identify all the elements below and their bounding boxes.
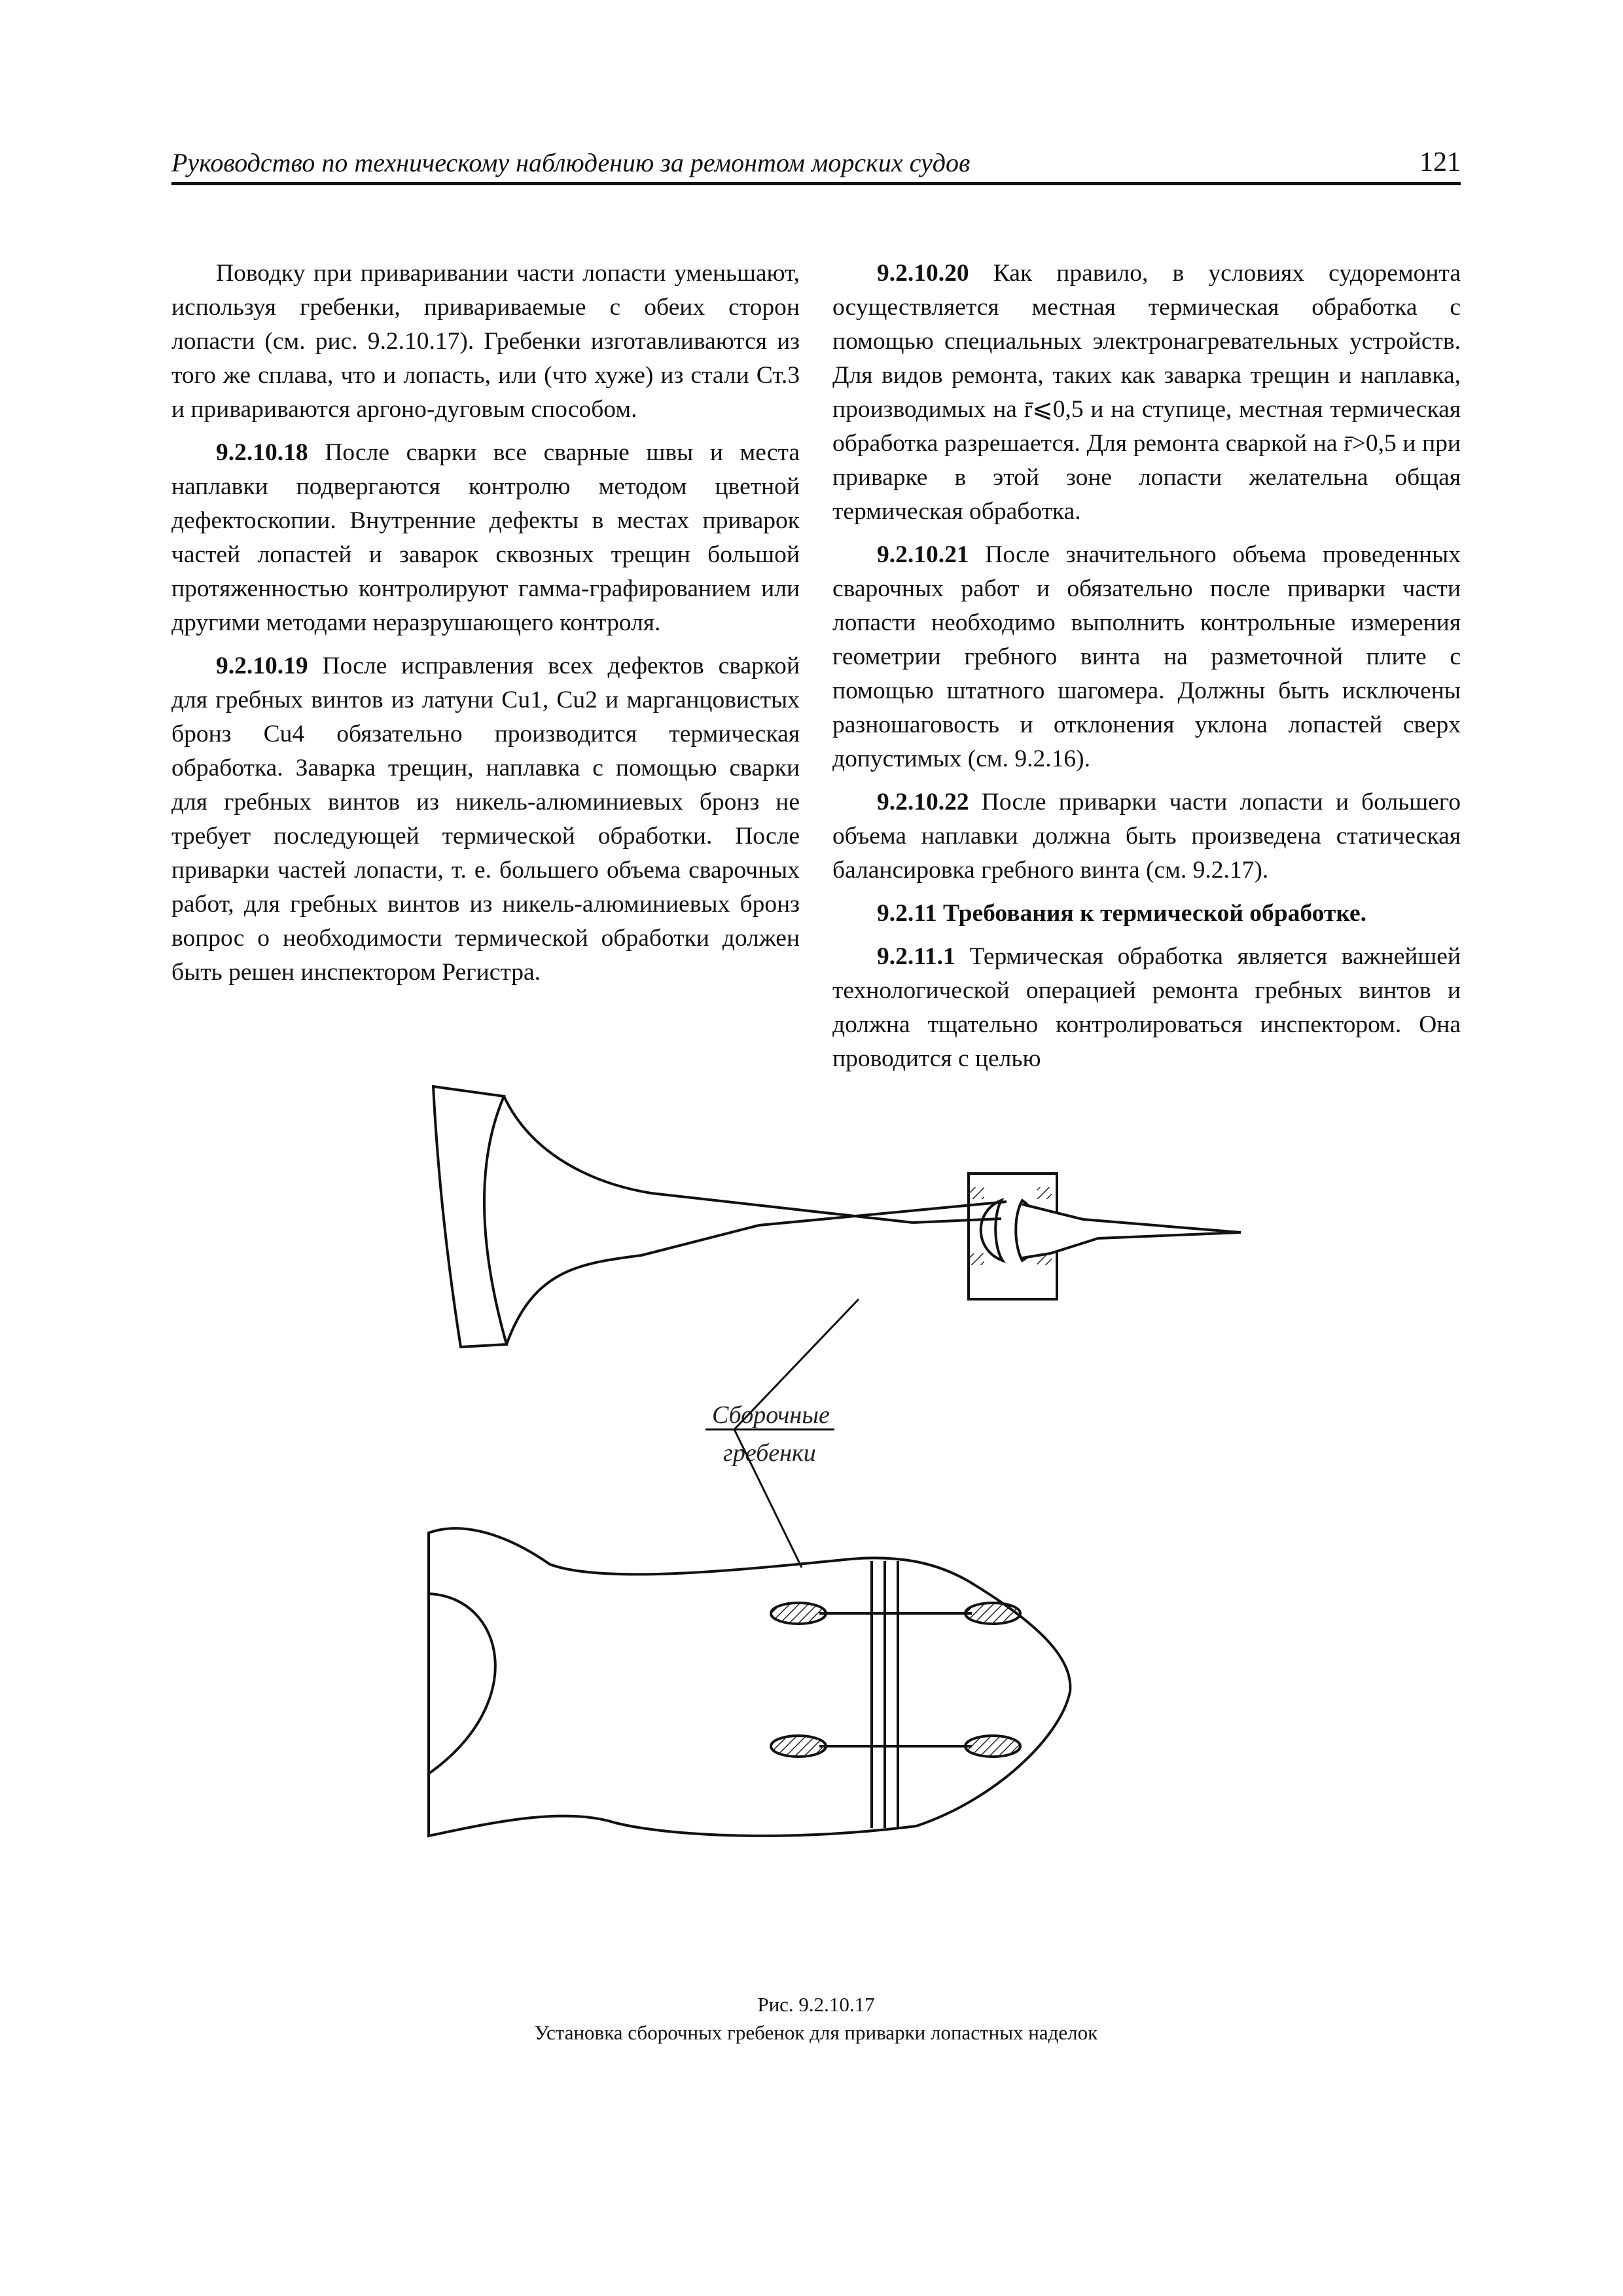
- paragraph-text: Термическая обработка является важнейшей технологической операцией ремонта гребных винтов и должна тщательно контролироваться инспектором. Она проводится с целью: [832, 943, 1461, 1072]
- label-line-2: гребенки: [723, 1439, 816, 1467]
- paragraph: [832, 785, 1461, 888]
- heading-text: 9.2.11 Требования к термической обработке.: [877, 900, 1367, 927]
- section-number: 9.2.10.20: [877, 260, 969, 287]
- section-number: 9.2.10.21: [877, 541, 969, 568]
- section-number: 9.2.10.18: [216, 439, 308, 466]
- left-column: [171, 257, 800, 999]
- section-number: 9.2.10.19: [216, 653, 308, 679]
- paragraph: [171, 257, 800, 427]
- paragraph: [171, 436, 800, 640]
- blade-side-view: [433, 1086, 1241, 1347]
- blade-tip-segment: [1022, 1204, 1241, 1258]
- figure-caption-number: Рис. 9.2.10.17: [757, 1993, 875, 2016]
- comb-pad-upper-left: [771, 1603, 826, 1624]
- blade-lower-edge: [507, 1225, 759, 1344]
- section-number: 9.2.10.22: [877, 789, 969, 816]
- paragraph-text: Как правило, в условиях судоремонта осуществляется местная термическая обработка с помощью специальных электронагревательных устройств. Для видов ремонта, таких как заварка трещин и наплавка, производимых на r̄⩽0,5 и на ступице, местная термическая обработка разрешается. Для ремонта сваркой на r̄>0,5 и при приварке в этой зоне лопасти желательна общая термическая обработка.: [832, 260, 1461, 525]
- hub-arc: [429, 1594, 495, 1774]
- comb-pad-upper-right: [965, 1603, 1020, 1624]
- page-number: 121: [1419, 147, 1461, 177]
- hub-outline: [433, 1086, 507, 1347]
- comb-hatch-top-right: [1037, 1187, 1052, 1199]
- section-heading: [832, 897, 1461, 931]
- comb-hatch-top-left: [970, 1187, 984, 1199]
- running-header: [171, 139, 1461, 185]
- header-title: Руководство по техническому наблюдению за ремонтом морских судов: [171, 148, 971, 177]
- paragraph: [171, 649, 800, 990]
- paragraph-text: После сварки все сварные швы и места наплавки подвергаются контролю методом цветной дефектоскопии. Внутренние дефекты в местах приварок частей лопастей и заварок сквозных трещин большой протяженностью контролируют гамма-графированием или другими методами неразрушающего контроля.: [171, 439, 800, 636]
- blade-upper-edge: [504, 1096, 913, 1223]
- paragraph-text: После значительного объема проведенных сварочных работ и обязательно после приварки части лопасти необходимо выполнить контрольные измерения геометрии гребного винта на разметочной плите с помощью штатного шагомера. Должны быть исключены разношаговость и отклонения уклона лопастей сверх допустимых (см. 9.2.16).: [832, 541, 1461, 772]
- paragraph: [832, 257, 1461, 529]
- blade-plan-view: [429, 1528, 1070, 1836]
- paragraph-text: После исправления всех дефектов сваркой для гребных винтов из латуни Cu1, Cu2 и марганцовистых бронз Cu4 обязательно производится термическая обработка. Заварка трещин, наплавка с помощью сварки для гребных винтов из никель-алюминиевых бронз не требует последующей термической обработки. После приварки частей лопасти, т. е. большего объема сварочных работ, для гребных винтов из никель-алюминиевых бронз вопрос о необходимости термической обработки должен быть решен инспектором Регистра.: [171, 653, 800, 986]
- paragraph-text: После приварки части лопасти и большего объема наплавки должна быть произведена статическая балансировка гребного винта (см. 9.2.17).: [832, 789, 1461, 884]
- blade-plan-outline: [429, 1528, 1070, 1836]
- comb-pad-lower-left: [771, 1736, 826, 1757]
- paragraph: [832, 538, 1461, 776]
- label-group: [705, 1299, 859, 1568]
- label-line-1: Сборочные: [712, 1401, 830, 1429]
- figure-caption-title: Установка сборочных гребенок для приварки лопастных наделок: [534, 2021, 1098, 2044]
- paragraph-text: Поводку при приваривании части лопасти уменьшают, используя гребенки, привариваемые с обеих сторон лопасти (см. рис. 9.2.10.17). Гребенки изготавливаются из того же сплава, что и лопасть, или (что хуже) из стали Ст.3 и привариваются аргоно-дуговым способом.: [171, 260, 800, 423]
- comb-hatch-bottom-left: [970, 1253, 984, 1265]
- comb-pad-lower-right: [965, 1736, 1020, 1757]
- right-column: [832, 257, 1461, 1085]
- section-number: 9.2.11.1: [877, 943, 955, 970]
- figure-9-2-10-17: [393, 1047, 1257, 1964]
- figure-drawing: [393, 1047, 1257, 1964]
